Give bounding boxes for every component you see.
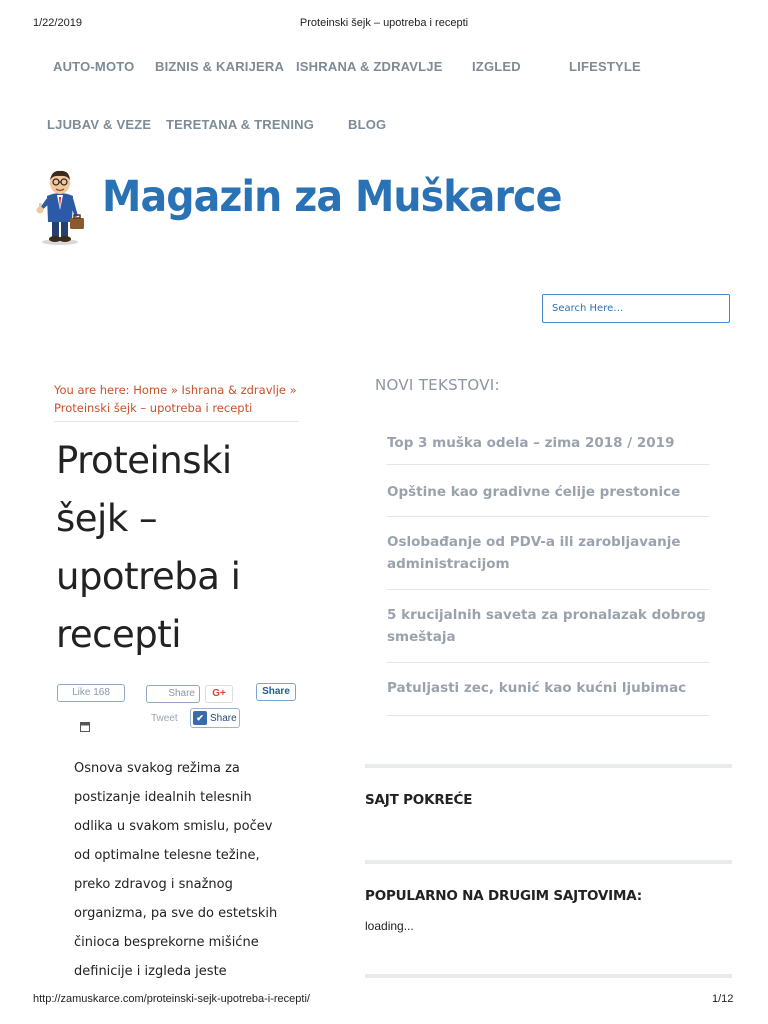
article-title-line: Proteinski [56,439,232,482]
news-item-line: administracijom [387,556,510,572]
site-logo-text[interactable]: Magazin za Muškarce [102,172,562,222]
google-plus-button[interactable]: G+ [205,685,233,703]
article-title [56,432,296,664]
facebook-like-button[interactable] [57,684,125,702]
breadcrumb-current: Proteinski šejk – upotreba i recepti [54,401,253,415]
nav-item-blog[interactable]: BLOG [348,117,387,132]
body-line: Osnova svakog režima za [74,761,240,776]
breadcrumb-home-link[interactable]: Home [133,383,168,397]
news-item-line: 5 krucijalnih saveta za pronalazak dobrog [387,607,706,623]
vk-share-button[interactable] [190,708,240,728]
section-divider [365,860,732,864]
article-title-line: šejk – [56,497,158,540]
nav-item-auto-moto[interactable]: AUTO-MOTO [53,59,135,74]
news-item-line: Top 3 muška odela – zima 2018 / 2019 [387,435,675,451]
pinterest-icon[interactable] [80,717,90,727]
new-articles-heading: NOVI TEKSTOVI: [375,376,500,394]
vk-icon: ✔ [193,711,207,725]
body-line: definicije i izgleda jeste [74,964,227,979]
nav-item-teretana-trening[interactable]: TERETANA & TRENING [166,117,315,132]
body-line: organizma, pa sve do estetskih [74,906,278,921]
breadcrumb-separator: » [289,383,297,397]
like-label: Like [72,687,91,698]
breadcrumb-prefix: You are here: [54,383,130,397]
nav-item-biznis-karijera[interactable]: BIZNIS & KARIJERA [155,59,285,74]
nav-item-lifestyle[interactable]: LIFESTYLE [569,59,641,74]
tweet-button[interactable]: Tweet [151,713,178,724]
new-articles-list [387,424,709,716]
print-url: http://zamuskarce.com/proteinski-sejk-upotreba-i-recepti/ [33,993,310,1005]
powered-by-heading: SAJT POKREĆE [365,792,473,808]
section-divider [365,974,732,978]
body-line: od optimalne telesne težine, [74,848,260,863]
businessman-mascot-icon [32,168,90,246]
popular-heading: POPULARNO NA DRUGIM SAJTOVIMA: [365,888,642,904]
nav-item-ishrana-zdravlje[interactable]: ISHRANA & ZDRAVLJE [296,59,443,74]
breadcrumb-separator: » [170,383,178,397]
facebook-share-button[interactable]: Share [146,685,200,703]
news-item-link[interactable] [387,663,709,716]
news-item-link[interactable] [387,465,709,517]
section-divider [365,764,732,768]
article-body [74,754,294,986]
news-item-line: Oslobađanje od PDV-a ili zarobljavanje [387,534,681,550]
news-item-link[interactable] [387,517,709,590]
linkedin-share-button[interactable]: Share [256,683,296,701]
breadcrumb [54,381,304,417]
nav-item-izgled[interactable]: IZGLED [472,59,521,74]
body-line: postizanje idealnih telesnih [74,790,252,805]
search-input[interactable] [542,294,730,323]
body-line: činioca besprekorne mišićne [74,935,259,950]
print-page-title: Proteinski šejk – upotreba i recepti [299,17,469,29]
breadcrumb-category-link[interactable]: Ishrana & zdravlje [181,383,286,397]
logo-mascot[interactable] [32,168,90,246]
like-count: 168 [93,687,110,698]
nav-item-ljubav-veze[interactable]: LJUBAV & VEZE [47,117,152,132]
body-line: preko zdravog i snažnog [74,877,233,892]
news-item-link[interactable] [387,590,709,663]
body-line: odlika u svakom smislu, počev [74,819,273,834]
vk-share-label: Share [210,712,237,724]
print-page-number: 1/12 [712,993,734,1005]
news-item-line: Opštine kao gradivne ćelije prestonice [387,484,681,500]
article-title-line: recepti [56,613,182,656]
news-item-line: Patuljasti zec, kunić kao kućni ljubimac [387,680,687,696]
article-title-line: upotreba i [56,555,241,598]
news-item-line: smeštaja [387,629,456,645]
news-item-link[interactable] [387,424,709,465]
print-date: 1/22/2019 [33,17,82,29]
loading-text: loading... [365,919,414,933]
breadcrumb-divider [54,421,299,422]
